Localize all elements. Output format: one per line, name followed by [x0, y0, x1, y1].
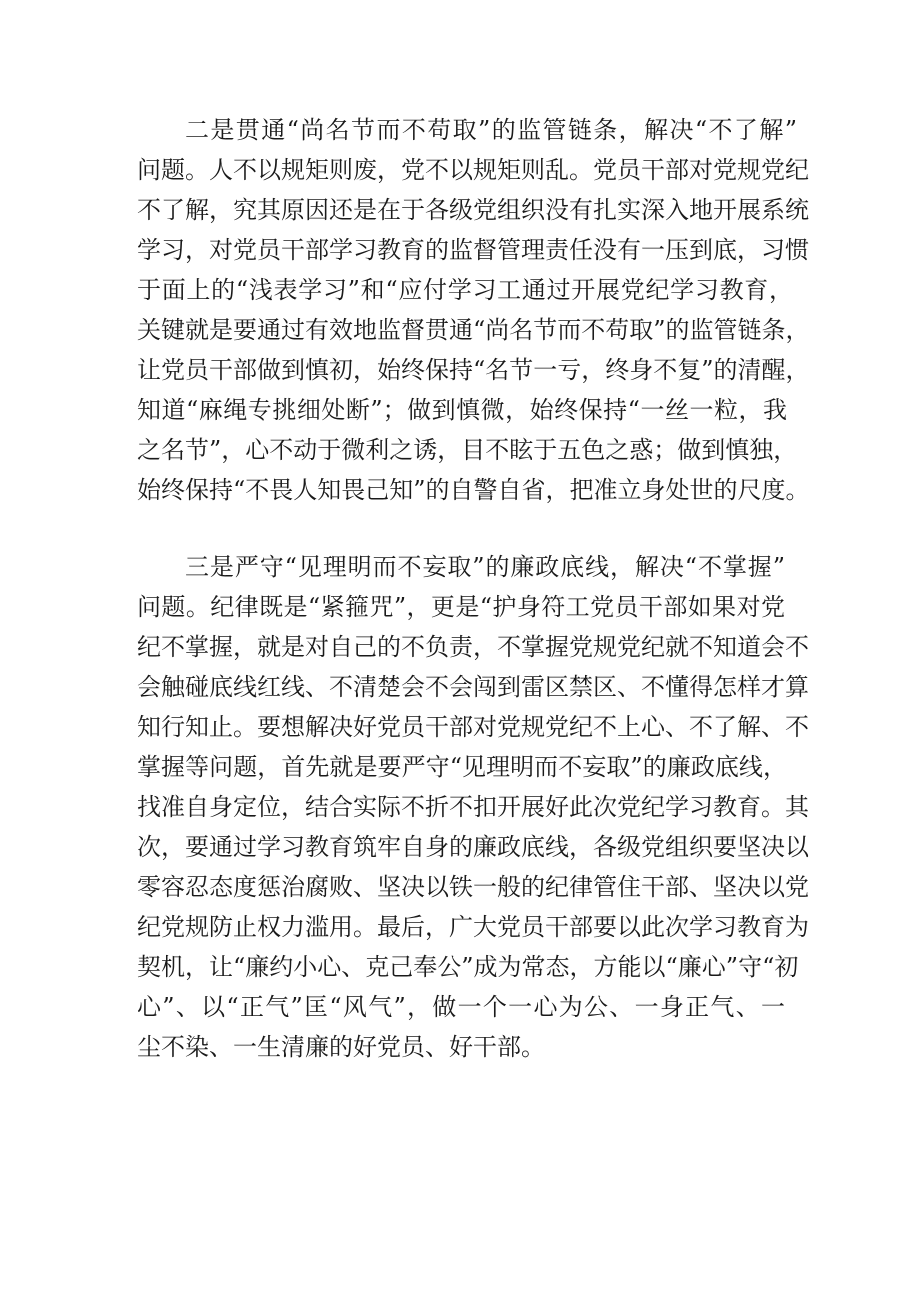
- paragraph-line: 问题。纪律既是“紧箍咒”，更是“护身符工党员干部如果对党: [137, 593, 785, 621]
- paragraph-line: 学习，对党员干部学习教育的监督管理责任没有一压到底，习惯: [137, 236, 809, 264]
- paragraph-line: 之名节”，心不动于微利之诱，目不眩于五色之惑；做到慎独，: [137, 436, 798, 464]
- paragraph-line: 让党员干部做到慎初，始终保持“名节一亏，终身不复”的清醒，: [137, 356, 810, 384]
- paragraph-line: 纪不掌握，就是对自己的不负责，不掌握党规党纪就不知道会不: [137, 633, 809, 661]
- paragraph-line: 纪党规防止权力滥用。最后，广大党员干部要以此次学习教育为: [137, 913, 809, 941]
- paragraph-line: 二是贯通“尚名节而不苟取”的监管链条，解决“不了解”: [185, 116, 797, 144]
- paragraph-line: 始终保持“不畏人知畏己知”的自警自省，把准立身处世的尺度。: [137, 476, 810, 504]
- paragraph-line: 心”、以“正气”匡“风气”，做一个一心为公、一身正气、一: [137, 993, 785, 1021]
- paragraph-line: 找准自身定位，结合实际不折不扣开展好此次党纪学习教育。其: [137, 793, 809, 821]
- paragraph-line: 尘不染、一生清廉的好党员、好干部。: [137, 1033, 545, 1061]
- paragraph-line: 知行知止。要想解决好党员干部对党规党纪不上心、不了解、不: [137, 713, 809, 741]
- paragraph-line: 三是严守“见理明而不妄取”的廉政底线，解决“不掌握”: [185, 553, 785, 581]
- paragraph-line: 知道“麻绳专挑细处断”；做到慎微，始终保持“一丝一粒，我: [137, 396, 787, 424]
- paragraph-line: 零容忍态度惩治腐败、坚决以铁一般的纪律管住干部、坚决以党: [137, 873, 809, 901]
- paragraph-line: 掌握等问题，首先就是要严守“见理明而不妄取”的廉政底线，: [137, 753, 787, 781]
- paragraph-line: 关键就是要通过有效地监督贯通“尚名节而不苟取”的监管链条，: [137, 316, 810, 344]
- paragraph-line: 契机，让“廉约小心、克己奉公”成为常态，方能以“廉心”守“初: [137, 953, 799, 981]
- paragraph-line: 于面上的“浅表学习”和“应付学习工通过开展党纪学习教育，: [137, 276, 793, 304]
- paragraph-line: 不了解，究其原因还是在于各级党组织没有扎实深入地开展系统: [137, 196, 809, 224]
- paragraph-line: 次，要通过学习教育筑牢自身的廉政底线，各级党组织要坚决以: [137, 833, 809, 861]
- paragraph-line: 问题。人不以规矩则废，党不以规矩则乱。党员干部对党规党纪: [137, 156, 809, 184]
- paragraph-line: 会触碰底线红线、不清楚会不会闯到雷区禁区、不懂得怎样才算: [137, 673, 809, 701]
